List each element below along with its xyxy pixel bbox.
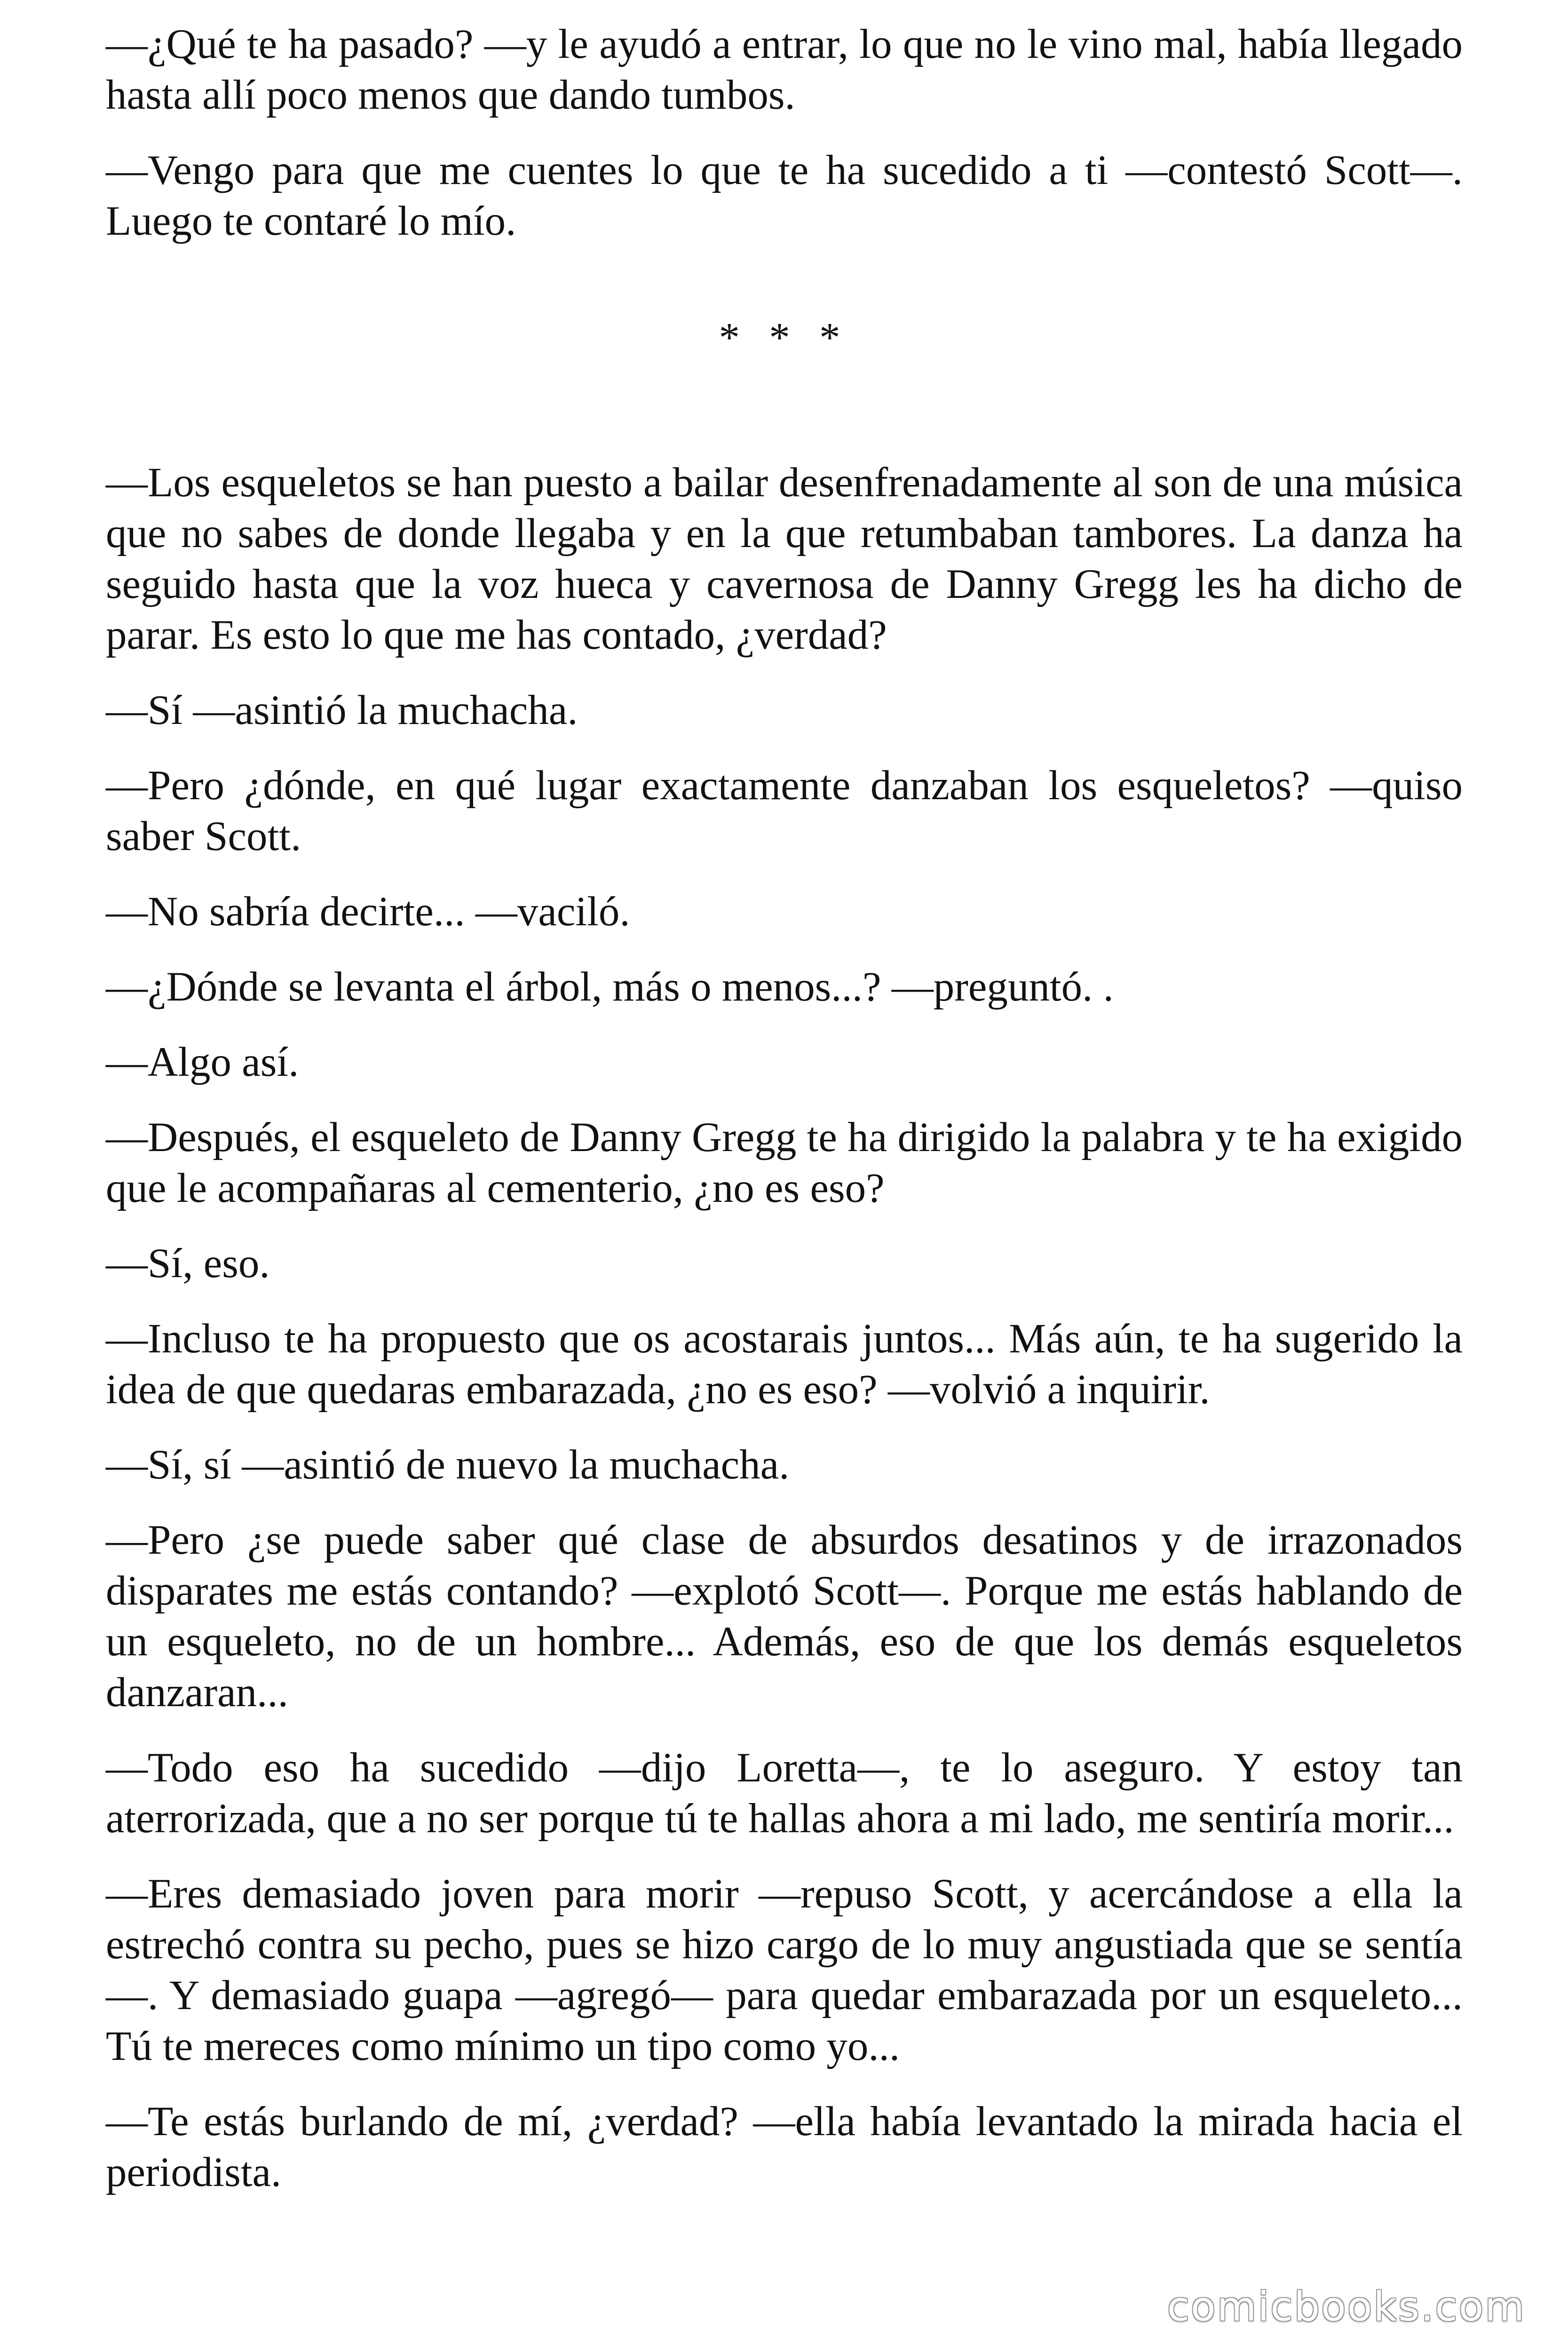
paragraph: —Sí, sí —asintió de nuevo la muchacha. xyxy=(106,1442,790,1488)
paragraph: —Vengo para que me cuentes lo que te ha sucedido a ti —contestó Scott—. Luego te contaré lo mío. xyxy=(106,147,1463,244)
document-page xyxy=(106,19,1463,2222)
paragraph: —Incluso te ha propuesto que os acostarais juntos... Más aún, te ha sugerido la idea de que quedaras embarazada, ¿no es eso? —volvió a inquirir. xyxy=(106,1316,1463,1413)
paragraph: —Todo eso ha sucedido —dijo Loretta—, te lo aseguro. Y estoy tan aterrorizada, que a no ser porque tú te hallas ahora a mi lado, me sentiría morir... xyxy=(106,1745,1463,1842)
paragraph: —Algo así. xyxy=(106,1039,299,1085)
paragraph: —Sí, eso. xyxy=(106,1240,270,1287)
paragraph: —¿Dónde se levanta el árbol, más o menos...? —preguntó. . xyxy=(106,964,1114,1010)
paragraph: —¿Qué te ha pasado? —y le ayudó a entrar, lo que no le vino mal, había llegado hasta allí poco menos que dando tumbos. xyxy=(106,21,1463,118)
paragraph: —Pero ¿se puede saber qué clase de absurdos desatinos y de irrazonados disparates me estás contando? —explotó Scott—. Porque me estás hablando de un esqueleto, no de un hombre... Además, eso de que los demás esqueletos danzaran... xyxy=(106,1517,1463,1716)
paragraph: —Sí —asintió la muchacha. xyxy=(106,687,578,733)
scene-break: * * * xyxy=(719,315,850,361)
paragraph: —Pero ¿dónde, en qué lugar exactamente danzaban los esqueletos? —quiso saber Scott. xyxy=(106,763,1463,859)
paragraph: —No sabría decirte... —vaciló. xyxy=(106,889,630,935)
paragraph: —Los esqueletos se han puesto a bailar desenfrenadamente al son de una música que no sabes de donde llegaba y en la que retumbaban tambores. La danza ha seguido hasta que la voz hueca y cavernosa de Danny Gregg les ha dicho de parar. Es esto lo que me has contado, ¿verdad? xyxy=(106,460,1463,658)
watermark: comicbooks.com xyxy=(1167,2283,1526,2330)
paragraph: —Te estás burlando de mí, ¿verdad? —ella había levantado la mirada hacia el periodista. xyxy=(106,2098,1463,2195)
paragraph: —Después, el esqueleto de Danny Gregg te ha dirigido la palabra y te ha exigido que le acompañaras al cementerio, ¿no es eso? xyxy=(106,1114,1463,1211)
paragraph: —Eres demasiado joven para morir —repuso Scott, y acercándose a ella la estrechó contra su pecho, pues se hizo cargo de lo muy angustiada que se sentía—. Y demasiado guapa —agregó— para quedar embarazada por un esqueleto... Tú te mereces como mínimo un tipo como yo... xyxy=(106,1871,1463,2069)
